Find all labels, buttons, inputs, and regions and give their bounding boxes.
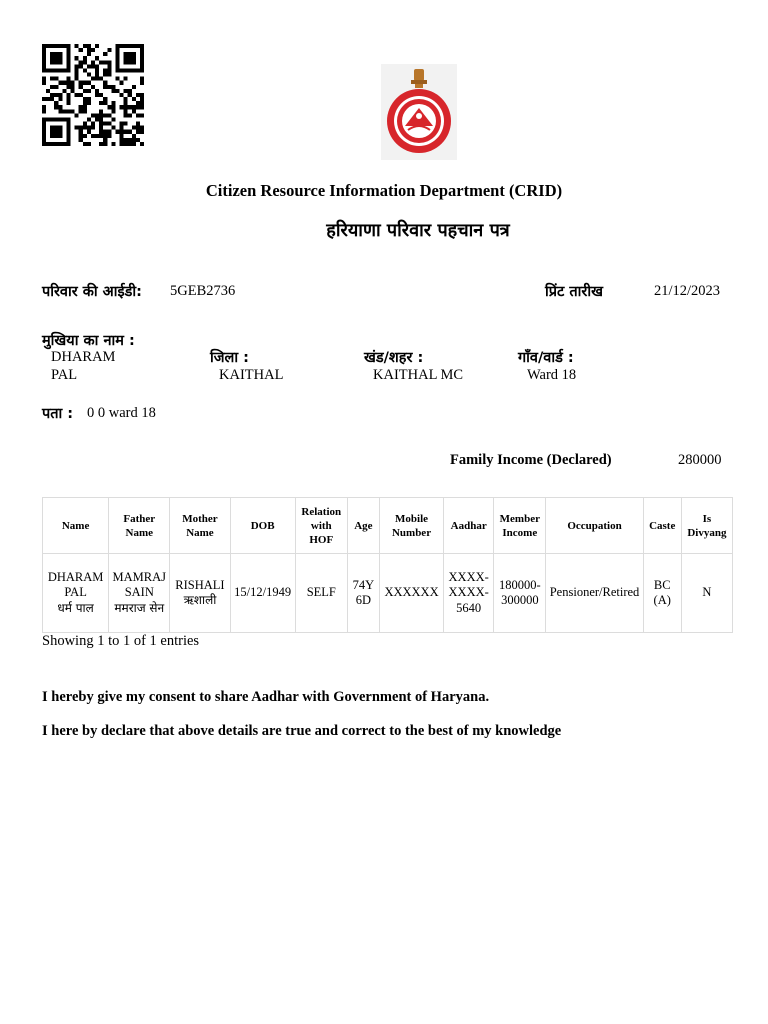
truth-declaration-statement: I here by declare that above details are true and correct to the best of my knowledge: [42, 723, 562, 739]
cell-mother-name: [170, 554, 230, 633]
column-header-relation: Relation with HOF: [295, 498, 347, 554]
family-income-label: Family Income (Declared): [450, 452, 612, 468]
table-row: [43, 554, 733, 633]
district-label: जिला :: [210, 350, 249, 366]
cell-dob: 15/12/1949: [230, 554, 295, 633]
haryana-emblem-icon: [381, 64, 457, 160]
aadhar-consent-statement: I hereby give my consent to share Aadhar with Government of Haryana.: [42, 689, 490, 705]
cell-name-hindi: धर्म पाल: [57, 600, 94, 615]
cell-father-name-english: MAMRAJ SAIN: [112, 569, 167, 600]
cell-name: [43, 554, 109, 633]
members-table: [42, 497, 733, 633]
family-id-label: परिवार की आईडी:: [42, 284, 142, 300]
column-header-name: Name: [43, 498, 109, 554]
print-date-value: 21/12/2023: [654, 283, 721, 299]
column-header-caste: Caste: [643, 498, 681, 554]
column-header-dob: DOB: [230, 498, 295, 554]
village-ward-value: Ward 18: [527, 367, 577, 383]
column-header-mother-name: Mother Name: [170, 498, 230, 554]
cell-mother-name-english: RISHALI: [175, 577, 225, 592]
cell-aadhar: XXXX-XXXX-5640: [444, 554, 494, 633]
cell-relation: SELF: [295, 554, 347, 633]
print-date-label: प्रिंट तारीख: [545, 284, 603, 300]
head-of-family-name-line1: DHARAM: [51, 349, 116, 365]
cell-mobile: XXXXXX: [379, 554, 443, 633]
cell-age: 74Y 6D: [347, 554, 379, 633]
head-of-family-label: मुखिया का नाम :: [42, 333, 135, 349]
district-value: KAITHAL: [219, 367, 284, 383]
column-header-age: Age: [347, 498, 379, 554]
column-header-occupation: Occupation: [546, 498, 643, 554]
table-header-row: [43, 498, 733, 554]
page-subtitle: हरियाणा परिवार पहचान पत्र: [326, 220, 510, 241]
cell-is-divyang: N: [681, 554, 732, 633]
table-entries-info: Showing 1 to 1 of 1 entries: [42, 633, 200, 649]
head-of-family-name-line2: PAL: [51, 367, 78, 383]
cell-mother-name-hindi: ऋशाली: [183, 593, 217, 607]
family-id-value: 5GEB2736: [170, 283, 236, 299]
column-header-aadhar: Aadhar: [444, 498, 494, 554]
cell-caste: BC (A): [643, 554, 681, 633]
column-header-father-name: Father Name: [109, 498, 170, 554]
block-label: खंड/शहर :: [364, 350, 424, 366]
page-title: Citizen Resource Information Department (CRID): [205, 181, 563, 200]
cell-member-income: 180000-300000: [494, 554, 546, 633]
column-header-is-divyang: Is Divyang: [681, 498, 732, 554]
column-header-mobile: Mobile Number: [379, 498, 443, 554]
block-value: KAITHAL MC: [373, 367, 464, 383]
family-income-value: 280000: [678, 452, 722, 468]
cell-occupation: Pensioner/Retired: [546, 554, 643, 633]
address-label: पता :: [42, 406, 74, 422]
qr-code-icon: [42, 43, 144, 147]
column-header-member-income: Member Income: [494, 498, 546, 554]
village-ward-label: गाँव/वार्ड :: [518, 350, 574, 366]
cell-father-name-hindi: ममराज सेन: [114, 600, 165, 615]
cell-name-english: DHARAM PAL: [47, 569, 104, 600]
address-value: 0 0 ward 18: [87, 405, 156, 421]
cell-father-name: [109, 554, 170, 633]
